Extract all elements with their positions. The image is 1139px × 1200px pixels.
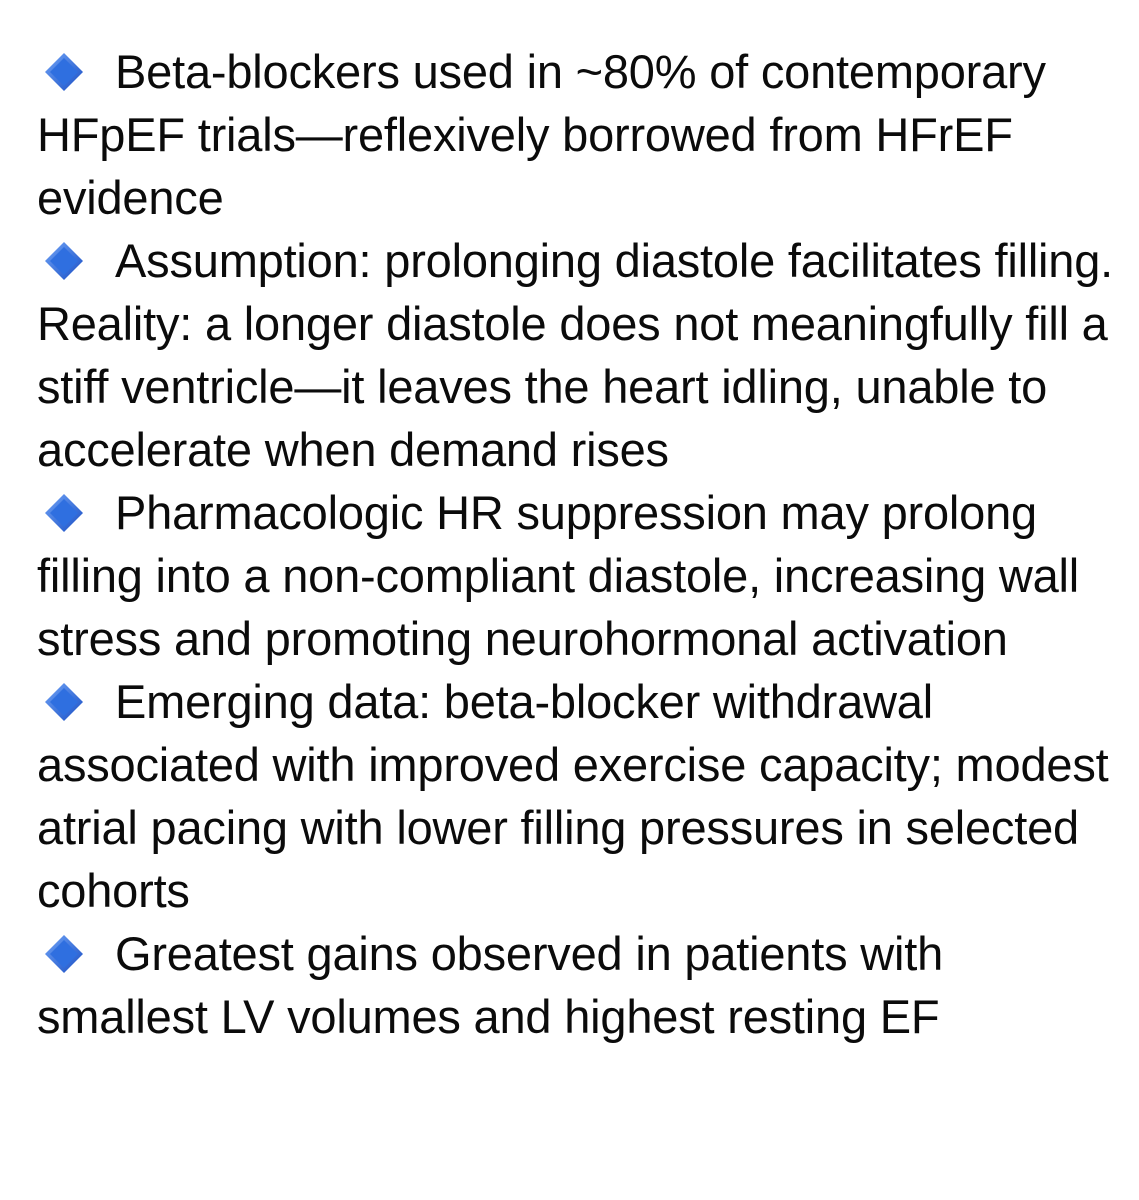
blue-diamond-icon: [44, 493, 84, 533]
bullet-list: [37, 40, 1117, 1048]
bullet-item-beta-blocker-usage: [37, 40, 1117, 229]
bullet-text: Emerging data: beta-blocker withdrawal associated with improved exercise capacity; modest atrial pacing with lower filling pressures in selected cohorts: [37, 675, 1109, 917]
bullet-item-greatest-gains: [37, 922, 1117, 1048]
blue-diamond-icon: [44, 934, 84, 974]
blue-diamond-icon: [44, 241, 84, 281]
bullet-text: Assumption: prolonging diastole facilitates filling. Reality: a longer diastole does not meaningfully fill a stiff ventricle—it leaves the heart idling, unable to accelerate when demand rises: [37, 234, 1114, 476]
bullet-item-hr-suppression: [37, 481, 1117, 670]
blue-diamond-icon: [44, 52, 84, 92]
blue-diamond-icon: [44, 682, 84, 722]
bullet-text: Greatest gains observed in patients with smallest LV volumes and highest resting EF: [37, 927, 944, 1043]
bullet-item-assumption: [37, 229, 1117, 481]
bullet-text: Pharmacologic HR suppression may prolong filling into a non-compliant diastole, increasing wall stress and promoting neurohormonal activation: [37, 486, 1080, 665]
bullet-text: Beta-blockers used in ~80% of contemporary HFpEF trials—reflexively borrowed from HFrEF evidence: [37, 45, 1046, 224]
bullet-item-emerging-data: [37, 670, 1117, 922]
